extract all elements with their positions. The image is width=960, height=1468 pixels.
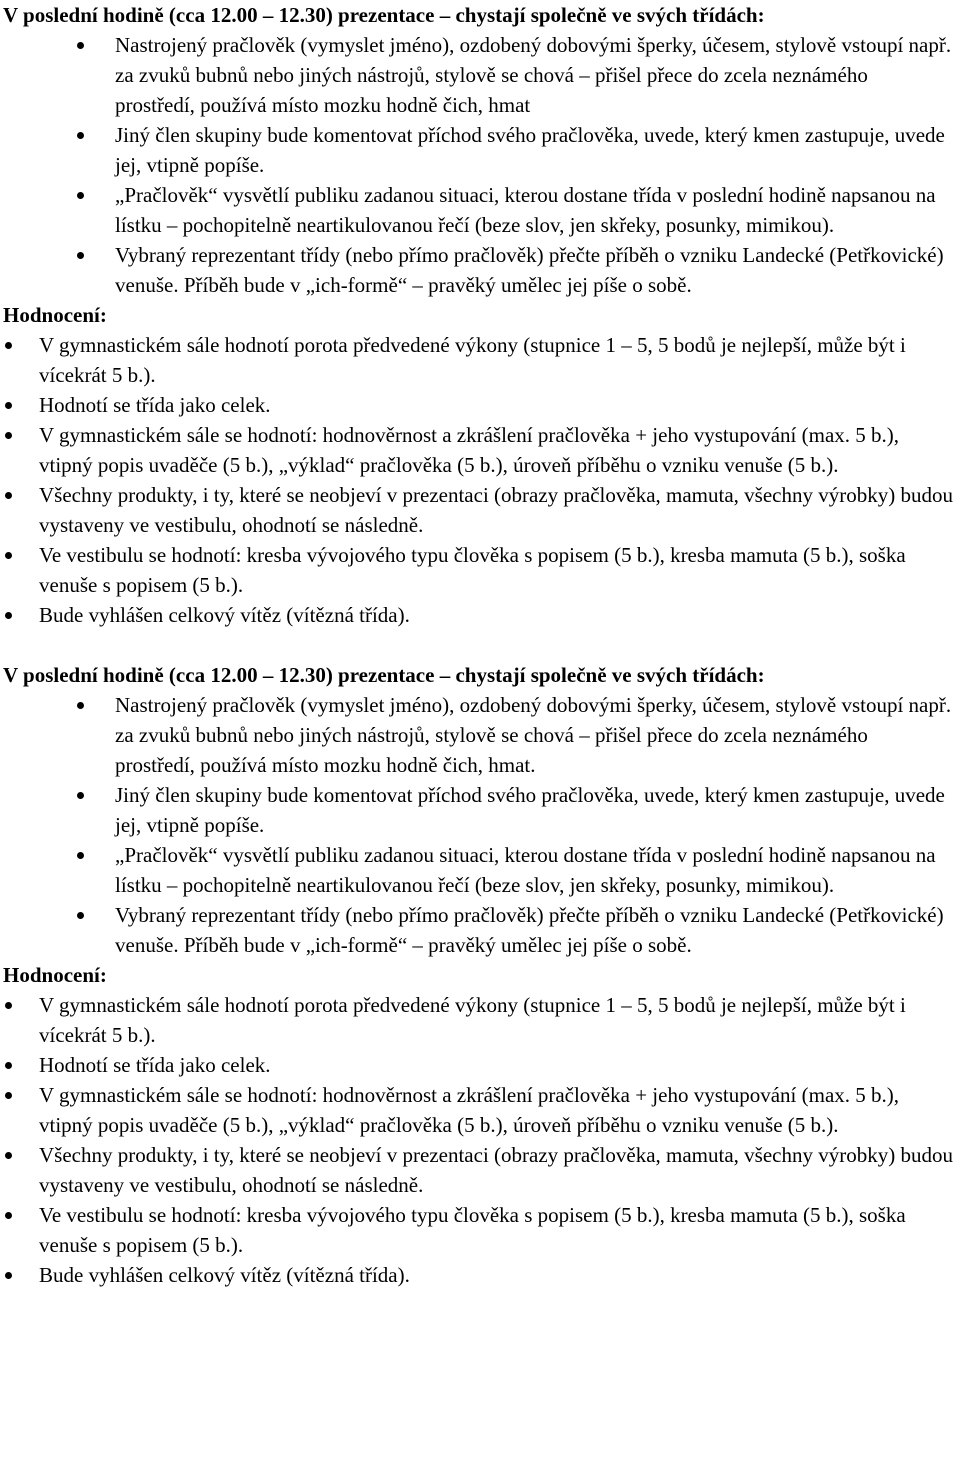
section-gap	[0, 630, 960, 660]
section-heading: V poslední hodině (cca 12.00 – 12.30) prezentace – chystají společně ve svých třídách:	[3, 663, 765, 687]
bullet-icon	[5, 1002, 12, 1009]
list-item-text: V gymnastickém sále se hodnotí: hodnověrnost a zkrášlení pračlověka + jeho vystupování (max. 5 b.), vtipný popis uvaděče (5 b.), „výklad“ pračlověka (5 b.), úroveň příběhu o vzniku venuše (5 b.).	[39, 423, 900, 477]
bullet-icon	[5, 552, 12, 559]
list-item-text: Ve vestibulu se hodnotí: kresba vývojového typu člověka s popisem (5 b.), kresba mamuta (5 b.), soška venuše s popisem (5 b.).	[39, 1203, 906, 1257]
list-item-text: „Pračlověk“ vysvětlí publiku zadanou situaci, kterou dostane třída v poslední hodině napsanou na lístku – pochopitelně neartikulovanou řečí (beze slov, jen skřeky, posunky, mimikou).	[115, 843, 936, 897]
bullet-icon	[77, 852, 84, 859]
bullet-icon	[5, 402, 12, 409]
list-item	[0, 30, 960, 120]
instructions-section-1	[0, 0, 960, 630]
bullet-icon	[77, 192, 84, 199]
list-item-text: V gymnastickém sále se hodnotí: hodnověrnost a zkrášlení pračlověka + jeho vystupování (max. 5 b.), vtipný popis uvaděče (5 b.), „výklad“ pračlověka (5 b.), úroveň příběhu o vzniku venuše (5 b.).	[39, 1083, 900, 1137]
list-item-text: Nastrojený pračlověk (vymyslet jméno), ozdobený dobovými šperky, účesem, stylově vstoupí např. za zvuků bubnů nebo jiných nástrojů, stylově se chová – přišel přece do zcela neznámého prostředí, používá místo mozku hodně čich, hmat	[115, 33, 952, 117]
list-item-text: Hodnotí se třída jako celek.	[39, 1053, 271, 1077]
list-item-text: Nastrojený pračlověk (vymyslet jméno), ozdobený dobovými šperky, účesem, stylově vstoupí např. za zvuků bubnů nebo jiných nástrojů, stylově se chová – přišel přece do zcela neznámého prostředí, používá místo mozku hodně čich, hmat.	[115, 693, 952, 777]
list-item	[0, 1140, 960, 1200]
evaluation-list	[0, 330, 960, 630]
list-item-text: Bude vyhlášen celkový vítěz (vítězná třída).	[39, 1263, 410, 1287]
list-item	[0, 900, 960, 960]
bullet-icon	[77, 912, 84, 919]
list-item	[0, 1200, 960, 1260]
bullet-icon	[5, 1272, 12, 1279]
list-item	[0, 390, 960, 420]
list-item-text: Bude vyhlášen celkový vítěz (vítězná třída).	[39, 603, 410, 627]
list-item-text: Jiný člen skupiny bude komentovat příchod svého pračlověka, uvede, který kmen zastupuje, uvede jej, vtipně popíše.	[115, 123, 945, 177]
bullet-icon	[77, 792, 84, 799]
list-item	[0, 990, 960, 1050]
list-item	[0, 120, 960, 180]
list-item-text: Vybraný reprezentant třídy (nebo přímo pračlověk) přečte příběh o vzniku Landecké (Petřkovické) venuše. Příběh bude v „ich-formě“ – pravěký umělec jej píše o sobě.	[115, 243, 944, 297]
presentation-list	[0, 690, 960, 960]
list-item	[0, 480, 960, 540]
list-item	[0, 780, 960, 840]
bullet-icon	[5, 1152, 12, 1159]
bullet-icon	[77, 252, 84, 259]
bullet-icon	[5, 432, 12, 439]
list-item-text: V gymnastickém sále hodnotí porota předvedené výkony (stupnice 1 – 5, 5 bodů je nejlepší, může být i vícekrát 5 b.).	[39, 993, 906, 1047]
bullet-icon	[5, 342, 12, 349]
list-item-text: Hodnotí se třída jako celek.	[39, 393, 271, 417]
evaluation-heading: Hodnocení:	[3, 303, 107, 327]
section-heading: V poslední hodině (cca 12.00 – 12.30) prezentace – chystají společně ve svých třídách:	[3, 3, 765, 27]
list-item-text: Všechny produkty, i ty, které se neobjeví v prezentaci (obrazy pračlověka, mamuta, všechny výrobky) budou vystaveny ve vestibulu, ohodnotí se následně.	[39, 483, 953, 537]
bullet-icon	[77, 42, 84, 49]
instructions-section-2	[0, 660, 960, 1290]
list-item	[0, 240, 960, 300]
list-item-text: Ve vestibulu se hodnotí: kresba vývojového typu člověka s popisem (5 b.), kresba mamuta (5 b.), soška venuše s popisem (5 b.).	[39, 543, 906, 597]
presentation-list	[0, 30, 960, 300]
list-item	[0, 600, 960, 630]
bullet-icon	[5, 1062, 12, 1069]
bullet-icon	[77, 702, 84, 709]
list-item-text: V gymnastickém sále hodnotí porota předvedené výkony (stupnice 1 – 5, 5 bodů je nejlepší, může být i vícekrát 5 b.).	[39, 333, 906, 387]
bullet-icon	[5, 1212, 12, 1219]
list-item	[0, 1050, 960, 1080]
list-item	[0, 840, 960, 900]
bullet-icon	[5, 612, 12, 619]
evaluation-heading: Hodnocení:	[3, 963, 107, 987]
list-item-text: „Pračlověk“ vysvětlí publiku zadanou situaci, kterou dostane třída v poslední hodině napsanou na lístku – pochopitelně neartikulovanou řečí (beze slov, jen skřeky, posunky, mimikou).	[115, 183, 936, 237]
bullet-icon	[77, 132, 84, 139]
list-item	[0, 540, 960, 600]
list-item	[0, 330, 960, 390]
list-item	[0, 1080, 960, 1140]
bullet-icon	[5, 492, 12, 499]
list-item	[0, 690, 960, 780]
list-item	[0, 1260, 960, 1290]
bullet-icon	[5, 1092, 12, 1099]
evaluation-list	[0, 990, 960, 1290]
list-item	[0, 180, 960, 240]
list-item-text: Vybraný reprezentant třídy (nebo přímo pračlověk) přečte příběh o vzniku Landecké (Petřkovické) venuše. Příběh bude v „ich-formě“ – pravěký umělec jej píše o sobě.	[115, 903, 944, 957]
list-item-text: Všechny produkty, i ty, které se neobjeví v prezentaci (obrazy pračlověka, mamuta, všechny výrobky) budou vystaveny ve vestibulu, ohodnotí se následně.	[39, 1143, 953, 1197]
list-item	[0, 420, 960, 480]
list-item-text: Jiný člen skupiny bude komentovat příchod svého pračlověka, uvede, který kmen zastupuje, uvede jej, vtipně popíše.	[115, 783, 945, 837]
